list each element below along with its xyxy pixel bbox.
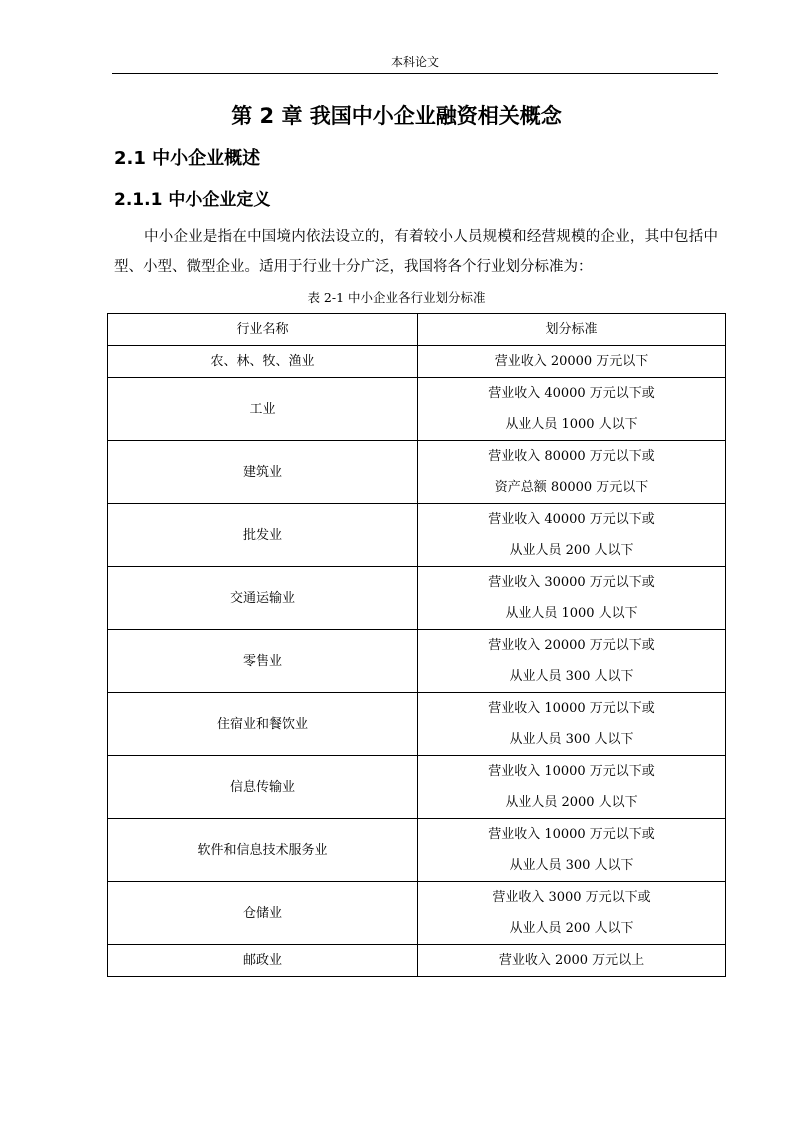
criteria-line: 营业收入 80000 万元以下或 <box>488 449 655 464</box>
header-criteria: 划分标准 <box>418 314 726 346</box>
table-row <box>108 504 726 567</box>
industry-criteria-table <box>107 313 726 977</box>
criteria-line: 营业收入 30000 万元以下或 <box>488 575 655 590</box>
criteria-cell <box>418 693 726 756</box>
criteria-line: 从业人员 200 人以下 <box>509 921 634 936</box>
criteria-cell <box>418 567 726 630</box>
table-row <box>108 630 726 693</box>
criteria-line: 营业收入 10000 万元以下或 <box>488 701 655 716</box>
table-row <box>108 567 726 630</box>
header-rule <box>112 73 718 74</box>
subsection-title: 2.1.1 中小企业定义 <box>114 190 271 210</box>
criteria-line: 营业收入 40000 万元以下或 <box>488 386 655 401</box>
criteria-line: 从业人员 300 人以下 <box>509 858 634 873</box>
industry-cell: 工业 <box>108 378 418 441</box>
industry-cell: 建筑业 <box>108 441 418 504</box>
table-row <box>108 756 726 819</box>
industry-cell: 批发业 <box>108 504 418 567</box>
table-row <box>108 693 726 756</box>
industry-cell: 交通运输业 <box>108 567 418 630</box>
table-row <box>108 441 726 504</box>
criteria-line: 资产总额 80000 万元以下 <box>494 480 649 495</box>
criteria-line: 营业收入 20000 万元以下 <box>494 354 649 369</box>
criteria-cell <box>418 630 726 693</box>
industry-cell: 邮政业 <box>108 945 418 977</box>
criteria-cell <box>418 441 726 504</box>
header-industry: 行业名称 <box>108 314 418 346</box>
criteria-cell <box>418 504 726 567</box>
table-caption: 表 2-1 中小企业各行业划分标准 <box>307 290 486 305</box>
industry-cell: 信息传输业 <box>108 756 418 819</box>
industry-cell: 农、林、牧、渔业 <box>108 346 418 378</box>
criteria-cell <box>418 346 726 378</box>
industry-cell: 仓储业 <box>108 882 418 945</box>
table-row <box>108 882 726 945</box>
criteria-line: 营业收入 2000 万元以上 <box>498 953 645 968</box>
criteria-line: 营业收入 40000 万元以下或 <box>488 512 655 527</box>
criteria-line: 从业人员 1000 人以下 <box>505 417 638 432</box>
page-header: 本科论文 <box>390 55 439 69</box>
criteria-line: 从业人员 300 人以下 <box>509 732 634 747</box>
body-paragraph: 中小企业是指在中国境内依法设立的，有着较小人员规模和经营规模的企业，其中包括中型、小型、微型企业。适用于行业十分广泛，我国将各个行业划分标准为： <box>114 229 718 275</box>
criteria-line: 营业收入 20000 万元以下或 <box>488 638 655 653</box>
table-row <box>108 378 726 441</box>
industry-cell: 零售业 <box>108 630 418 693</box>
table-row <box>108 819 726 882</box>
criteria-line: 从业人员 1000 人以下 <box>505 606 638 621</box>
criteria-cell <box>418 756 726 819</box>
criteria-cell <box>418 945 726 977</box>
table-header-row <box>108 314 726 346</box>
criteria-line: 营业收入 3000 万元以下或 <box>492 890 651 905</box>
industry-cell: 软件和信息技术服务业 <box>108 819 418 882</box>
table-row <box>108 346 726 378</box>
criteria-line: 营业收入 10000 万元以下或 <box>488 764 655 779</box>
section-title: 2.1 中小企业概述 <box>114 148 261 169</box>
criteria-cell <box>418 378 726 441</box>
table-row <box>108 945 726 977</box>
criteria-cell <box>418 819 726 882</box>
criteria-line: 从业人员 2000 人以下 <box>505 795 638 810</box>
criteria-line: 从业人员 200 人以下 <box>509 543 634 558</box>
criteria-cell <box>418 882 726 945</box>
criteria-line: 营业收入 10000 万元以下或 <box>488 827 655 842</box>
criteria-line: 从业人员 300 人以下 <box>509 669 634 684</box>
industry-cell: 住宿业和餐饮业 <box>108 693 418 756</box>
chapter-title: 第 2 章 我国中小企业融资相关概念 <box>231 104 562 128</box>
table-body <box>108 346 726 977</box>
